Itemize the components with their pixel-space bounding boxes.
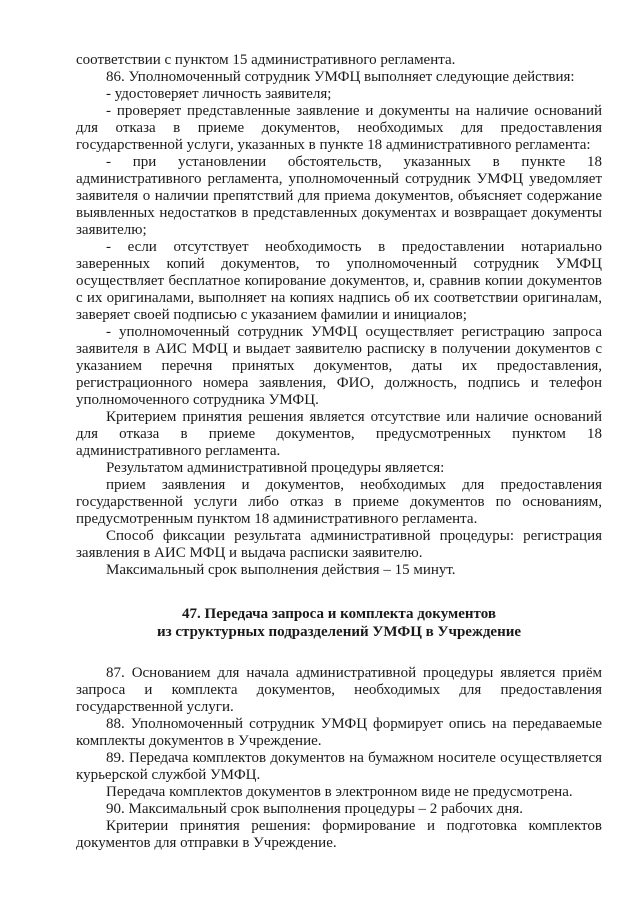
paragraph: - удостоверяет личность заявителя; xyxy=(106,86,332,102)
paragraph: 88. Уполномоченный сотрудник УМФЦ формирует опись на передаваемые комплекты документов в Учреждение. xyxy=(76,716,602,749)
paragraph: 86. Уполномоченный сотрудник УМФЦ выполняет следующие действия: xyxy=(106,69,575,85)
paragraph: - если отсутствует необходимость в предоставлении нотариально заверенных копий документов, то уполномоченный сотрудник УМФЦ осуществляет бесплатное копирование документов, и, сравнив копии документов с их оригиналами, выполняет на копиях надпись об их соответствии оригиналам, заверяет своей подписью с указанием фамилии и инициалов; xyxy=(76,239,602,323)
section-body-lower xyxy=(76,665,602,852)
paragraph: Критерии принятия решения: формирование и подготовка комплектов документов для отправки в Учреждение. xyxy=(76,818,602,851)
paragraph: - проверяет представленные заявление и документы на наличие оснований для отказа в приеме документов, необходимых для предоставления государственной услуги, указанных в пункте 18 административного регламента: xyxy=(76,103,602,153)
section-heading-line-2: из структурных подразделений УМФЦ в Учреждение xyxy=(156,624,522,640)
paragraph: Способ фиксации результата административной процедуры: регистрация заявления в АИС МФЦ и выдача расписки заявителю. xyxy=(76,528,602,561)
document-page xyxy=(76,52,602,852)
paragraph: прием заявления и документов, необходимых для предоставления государственной услуги либо отказ в приеме документов по основаниям, предусмотренным пунктом 18 административного регламента. xyxy=(76,477,602,527)
paragraph: 87. Основанием для начала административной процедуры является приём запроса и комплекта документов, необходимых для предоставления государственной услуги. xyxy=(76,665,602,715)
paragraph: соответствии с пунктом 15 административного регламента. xyxy=(76,52,456,68)
section-body-upper xyxy=(76,52,602,579)
section-heading xyxy=(76,605,602,641)
paragraph: Критерием принятия решения является отсутствие или наличие оснований для отказа в приеме документов, предусмотренных пунктом 18 административного регламента. xyxy=(76,409,602,459)
paragraph: - при установлении обстоятельств, указанных в пункте 18 административного регламента, уполномоченный сотрудник УМФЦ уведомляет заявителя о наличии препятствий для приема документов, объясняет содержание выявленных недостатков в представленных документах и возвращает документы заявителю; xyxy=(76,154,602,238)
paragraph: Максимальный срок выполнения действия – 15 минут. xyxy=(106,562,456,578)
paragraph: 90. Максимальный срок выполнения процедуры – 2 рабочих дня. xyxy=(106,801,524,817)
paragraph: - уполномоченный сотрудник УМФЦ осуществляет регистрацию запроса заявителя в АИС МФЦ и выдает заявителю расписку в получении документов с указанием перечня принятых документов, даты их предоставления, регистрационного номера заявления, ФИО, должность, подпись и телефон уполномоченного сотрудника УМФЦ. xyxy=(76,324,602,408)
paragraph: Передача комплектов документов в электронном виде не предусмотрена. xyxy=(106,784,573,800)
paragraph: 89. Передача комплектов документов на бумажном носителе осуществляется курьерской службой УМФЦ. xyxy=(76,750,602,783)
section-heading-line-1: 47. Передача запроса и комплекта документов xyxy=(182,606,496,622)
paragraph: Результатом административной процедуры является: xyxy=(106,460,445,476)
